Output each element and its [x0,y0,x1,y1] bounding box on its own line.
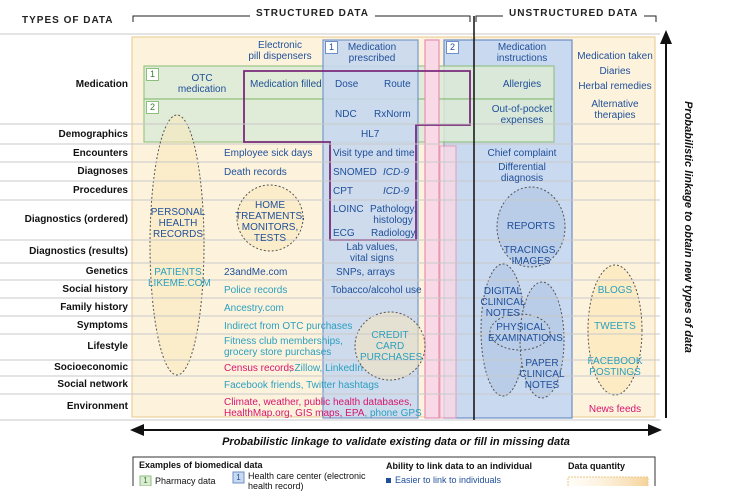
cell-oop: Out-of-pocket expenses [491,104,553,126]
ellipse-personal-health [150,115,204,375]
cell-digital-notes: DIGITAL CLINICAL NOTES [480,286,526,319]
cell-tweets: TWEETS [594,321,636,332]
pink-side-box [440,146,456,418]
row-lifestyle: Lifestyle [87,341,128,352]
env-healthmap: HealthMap.org [224,408,290,419]
cell-env-line2 [224,408,422,419]
cell-death-records: Death records [224,167,287,178]
row-symptoms: Symptoms [76,320,128,331]
cell-ancestry: Ancestry.com [224,303,284,314]
cell-tobacco: Tobacco/alcohol use [331,285,422,296]
row-social-history: Social history [62,284,128,295]
cell-otc-medication: OTC medication [177,73,227,95]
cell-lab-values: Lab values, vital signs [346,242,398,264]
cell-indirect-otc: Indirect from OTC purchases [224,321,353,332]
env-gps: , phone GPS [364,408,422,419]
cell-alt-therapies: Alternative therapies [591,99,639,121]
env-gis: , GIS maps [289,408,340,419]
cell-med-taken: Medication taken [577,51,653,62]
cell-loinc: LOINC [333,204,364,215]
bottom-arrow-right [648,424,662,436]
cell-electronic-pill: Electronic pill dispensers [248,40,312,62]
unstructured-header: UNSTRUCTURED DATA [503,8,644,19]
cell-hl7: HL7 [361,129,380,140]
cell-facebook-friends: Facebook friends, Twitter hashtags [224,380,379,391]
legend-hcc-num: 1 [236,473,241,482]
legend-hcc2: health record) [248,481,304,491]
cell-allergies: Allergies [502,79,542,90]
cell-herbal: Herbal remedies [578,81,652,92]
cell-facebook-postings: FACEBOOK POSTINGS [587,356,643,378]
cell-23andme: 23andMe.com [224,267,288,278]
cell-physical-exams: PHYSICAL EXAMINATIONS [488,322,563,344]
cell-home-treatments: HOME TREATMENTS, MONITORS, TESTS [235,200,305,244]
cell-snomed: SNOMED [333,167,377,178]
cell-pathology: Pathology, histology [370,204,417,226]
row-family-history: Family history [60,302,128,313]
right-arrow-head [660,30,672,44]
cell-paper-notes: PAPER CLINICAL NOTES [519,358,565,391]
cell-snps: SNPs, arrays [336,267,395,278]
cell-personal-health: PERSONAL HEALTH RECORDS [150,207,206,240]
pharmacy-box-2-number: 2 [146,101,159,114]
cell-rxnorm: RxNorm [374,109,411,120]
pharmacy-box-1-number: 1 [146,68,159,81]
cell-chief-complaint: Chief complaint [487,148,557,159]
cell-visit-type: Visit type and time [333,148,415,159]
cell-tracings: TRACINGS, IMAGES [503,245,559,267]
row-socioeconomic: Socioeconomic [54,362,128,373]
row-diagnostics-ordered: Diagnostics (ordered) [24,214,128,225]
cell-route: Route [384,79,411,90]
cell-police: Police records [224,285,288,296]
row-diagnostics-results: Diagnostics (results) [29,246,128,257]
pink-column [425,40,439,418]
cell-ndc: NDC [335,109,357,120]
legend-pharmacy-num: 1 [143,476,148,485]
cell-news-feeds: News feeds [588,404,642,415]
right-axis-label: Probabilistic linkage to obtain new types of data [682,101,694,353]
cell-medication-prescribed: Medication prescribed [347,42,397,64]
cell-differential: Differential diagnosis [498,162,546,184]
row-demographics: Demographics [58,129,128,140]
types-of-data-header: TYPES OF DATA [22,15,114,26]
cell-diaries: Diaries [599,66,631,77]
row-medication: Medication [75,79,128,90]
cell-credit-card: CREDIT CARD PURCHASES [360,330,423,363]
structured-header: STRUCTURED DATA [250,8,375,19]
legend-ability-title: Ability to link data to an individual [386,461,533,471]
cell-employee-sick: Employee sick days [224,148,313,159]
cell-blogs: BLOGS [597,285,633,296]
row-procedures: Procedures [72,185,128,196]
legend-quantity-title: Data quantity [568,461,626,471]
legend-pharmacy: Pharmacy data [155,476,216,486]
row-environment: Environment [66,401,128,412]
cell-env-line1: Climate, weather, public health databases, [224,397,412,408]
hcc-box-1-number: 1 [325,41,338,54]
cell-reports: REPORTS [506,221,556,232]
cell-medication-filled: Medication filled [250,79,322,90]
cell-ecg: ECG [333,228,355,239]
env-epa: , EPA [339,408,365,419]
row-genetics: Genetics [85,266,128,277]
cell-fitness: Fitness club memberships, grocery store purchases [224,336,343,358]
legend-easier: Easier to link to individuals [395,475,502,485]
cell-patients-like-me: PATIENTS LIKEME.COM [148,267,211,289]
legend-examples-title: Examples of biomedical data [139,460,263,470]
bottom-arrow-left [130,424,144,436]
row-social-network: Social network [57,379,128,390]
quantity-bar [568,477,648,486]
cell-radiology: Radiology [371,228,416,239]
cell-icd9-a: ICD-9 [383,167,410,178]
cell-dose: Dose [335,79,359,90]
cell-cpt: CPT [333,186,353,197]
cell-zillow: , Zillow, LinkedIn [289,363,363,374]
legend-hcc: Health care center (electronic [248,471,366,481]
hcc-box-2-number: 2 [446,41,459,54]
cell-med-instructions: Medication instructions [496,42,548,64]
cell-census: Census records [224,363,295,374]
row-diagnoses: Diagnoses [77,166,128,177]
bottom-axis-label: Probabilistic linkage to validate existing data or fill in missing data [222,436,570,448]
row-encounters: Encounters [72,148,128,159]
cell-icd9-b: ICD-9 [383,186,410,197]
